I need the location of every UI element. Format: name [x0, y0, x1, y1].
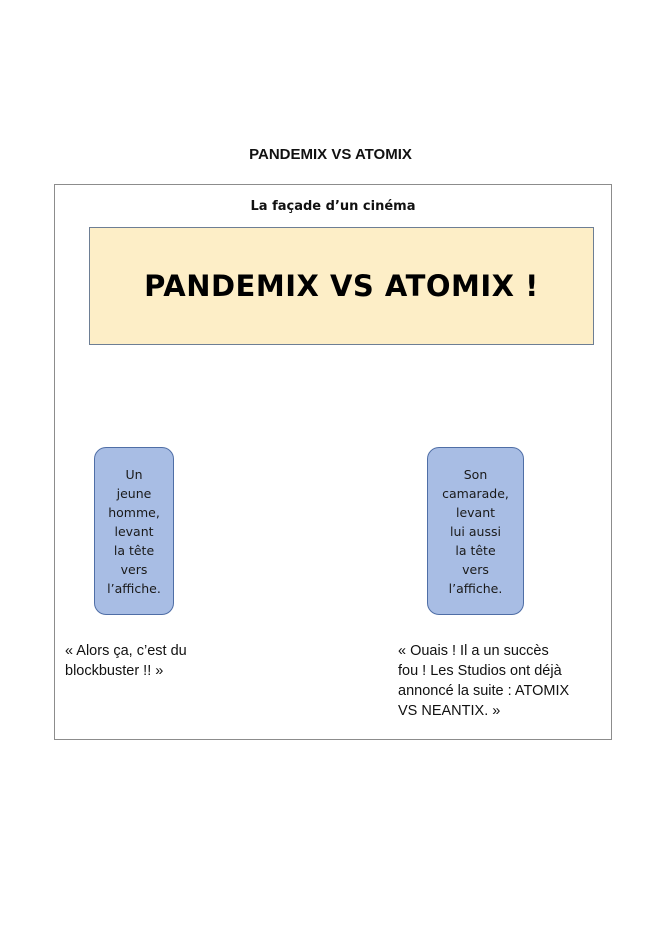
character-description: Un jeune homme, levant la tête vers l’affiche. — [107, 466, 161, 596]
page-title: PANDEMIX VS ATOMIX — [249, 146, 412, 163]
character-box-friend — [427, 447, 524, 615]
scene-caption: La façade d’un cinéma — [250, 199, 416, 214]
speech-friend: « Ouais ! Il a un succès fou ! Les Studios ont déjà annoncé la suite : ATOMIX VS NEANTIX. » — [398, 643, 570, 719]
comic-panel — [54, 184, 612, 740]
marquee-text: PANDEMIX VS ATOMIX ! — [144, 269, 539, 303]
cinema-marquee — [89, 227, 594, 345]
character-box-young-man — [94, 447, 174, 615]
character-description: Son camarade, levant lui aussi la tête vers l’affiche. — [442, 466, 509, 596]
speech-young-man: « Alors ça, c’est du blockbuster !! » — [65, 643, 187, 679]
